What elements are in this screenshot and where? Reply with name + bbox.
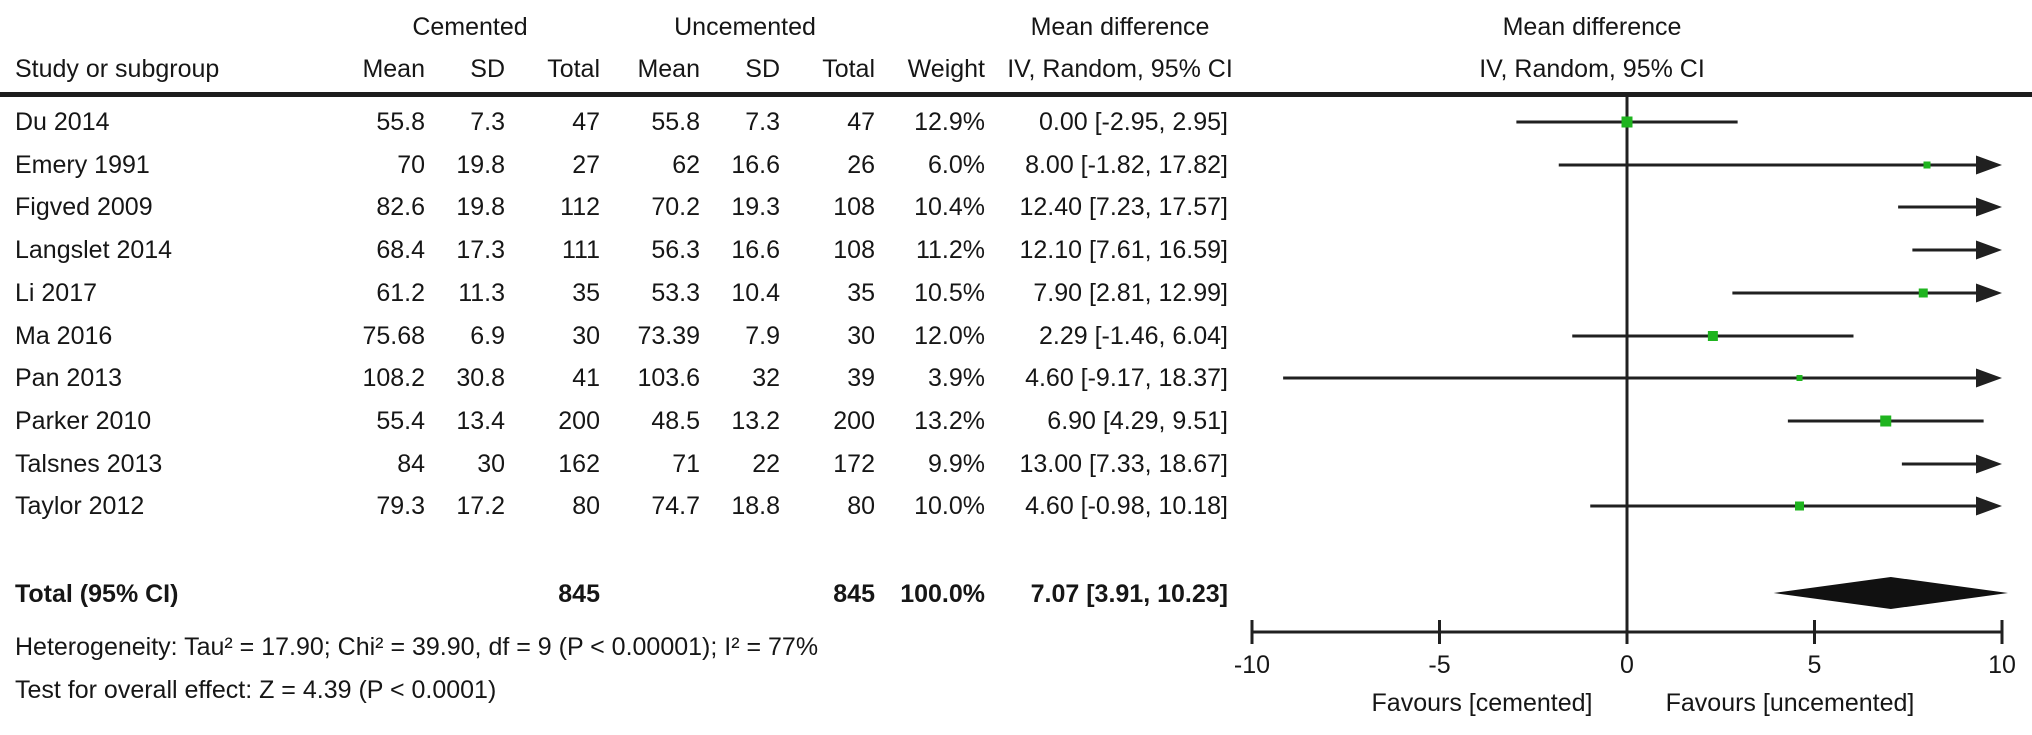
favours-left-label: Favours [cemented] <box>1371 689 1593 717</box>
favours-right-label: Favours [uncemented] <box>1665 689 1915 717</box>
point-estimate-marker <box>1622 117 1633 128</box>
study-label: Parker 2010 <box>15 407 152 435</box>
arrow-right-icon <box>1976 455 2002 474</box>
sd1-cell: 11.3 <box>458 279 505 307</box>
ci_label-cell: 2.29 [-1.46, 6.04] <box>1038 322 1228 350</box>
col-header-mean2: Mean <box>637 55 700 83</box>
study-label: Li 2017 <box>15 279 98 307</box>
ci-line <box>1590 505 1978 508</box>
total2-cell: 35 <box>847 279 875 307</box>
axis-tick <box>1251 620 1254 644</box>
study-label: Langslet 2014 <box>15 236 173 264</box>
total1-cell: 41 <box>572 364 600 392</box>
study-label: Taylor 2012 <box>15 492 145 520</box>
zero-line <box>1626 97 1629 632</box>
ci_label-cell: 6.90 [4.29, 9.51] <box>1047 407 1228 435</box>
axis-tick <box>1626 620 1629 644</box>
study-label: Talsnes 2013 <box>15 450 163 478</box>
col-header-method-right: IV, Random, 95% CI <box>1479 55 1705 83</box>
sd2-cell: 13.2 <box>731 407 780 435</box>
sd1-cell: 30 <box>477 450 505 478</box>
weight-cell: 11.2% <box>915 236 985 264</box>
group-header-uncemented: Uncemented <box>674 13 816 41</box>
axis-tick-label: 10 <box>1988 651 2016 679</box>
weight-cell: 6.0% <box>928 151 985 179</box>
ci-line <box>1559 164 1978 167</box>
mean2-cell: 70.2 <box>651 193 700 221</box>
study-label: Pan 2013 <box>15 364 123 392</box>
ci-line <box>1732 292 1978 295</box>
ci_label-cell: 4.60 [-9.17, 18.37] <box>1025 364 1228 392</box>
ci_label-cell: 8.00 [-1.82, 17.82] <box>1025 151 1228 179</box>
arrow-right-icon <box>1976 284 2002 303</box>
mean1-cell: 108.2 <box>362 364 425 392</box>
study-label: Figved 2009 <box>15 193 153 221</box>
total2-cell: 172 <box>833 450 875 478</box>
ci-line <box>1283 377 1978 380</box>
weight-cell: 12.9% <box>914 108 985 136</box>
ci_label-cell: 4.60 [-0.98, 10.18] <box>1025 492 1228 520</box>
study-label: Du 2014 <box>15 108 110 136</box>
sd1-cell: 17.3 <box>456 236 505 264</box>
sd1-cell: 13.4 <box>456 407 505 435</box>
sd2-cell: 18.8 <box>731 492 780 520</box>
sd1-cell: 19.8 <box>456 193 505 221</box>
point-estimate-marker <box>1924 162 1931 169</box>
col-header-weight: Weight <box>907 55 985 83</box>
mean-difference-title-right: Mean difference <box>1502 13 1682 41</box>
arrow-right-icon <box>1976 497 2002 516</box>
mean1-cell: 84 <box>397 450 425 478</box>
sd1-cell: 7.3 <box>470 108 505 136</box>
arrow-right-icon <box>1976 156 2002 175</box>
mean1-cell: 55.8 <box>376 108 425 136</box>
total1-cell: 35 <box>572 279 600 307</box>
weight-cell: 12.0% <box>914 322 985 350</box>
axis-tick-label: -10 <box>1233 651 1271 679</box>
mean2-cell: 55.8 <box>651 108 700 136</box>
total2-cell: 108 <box>833 193 875 221</box>
total2-cell: 108 <box>833 236 875 264</box>
mean-difference-title-left: Mean difference <box>1030 13 1210 41</box>
weight-cell: 10.0% <box>914 492 985 520</box>
mean2-cell: 73.39 <box>637 322 700 350</box>
ci-line <box>1898 206 1978 209</box>
group-header-cemented: Cemented <box>412 13 528 41</box>
col-header-sd1: SD <box>470 55 505 83</box>
axis-tick <box>1813 620 1816 644</box>
sd1-cell: 17.2 <box>456 492 505 520</box>
sd2-cell: 19.3 <box>731 193 780 221</box>
sd2-cell: 16.6 <box>731 236 780 264</box>
total2-cell: 47 <box>847 108 875 136</box>
total2-cell: 30 <box>847 322 875 350</box>
weight-cell: 9.9% <box>928 450 985 478</box>
heterogeneity-stats: Heterogeneity: Tau² = 17.90; Chi² = 39.90, df = 9 (P < 0.00001); I² = 77% <box>15 633 819 661</box>
col-header-study: Study or subgroup <box>15 55 220 83</box>
axis-tick-label: 5 <box>1807 651 1822 679</box>
total1-cell: 200 <box>558 407 600 435</box>
sd2-cell: 10.4 <box>731 279 780 307</box>
ci_label-cell: 12.10 [7.61, 16.59] <box>1019 236 1228 264</box>
mean2-cell: 103.6 <box>637 364 700 392</box>
arrow-right-icon <box>1976 241 2002 260</box>
total2-cell: 200 <box>833 407 875 435</box>
total1-cell: 27 <box>572 151 600 179</box>
weight-cell: 3.9% <box>928 364 985 392</box>
mean1-cell: 79.3 <box>376 492 425 520</box>
sd2-cell: 16.6 <box>731 151 780 179</box>
sd2-cell: 22 <box>752 450 780 478</box>
weight-cell: 13.2% <box>914 407 985 435</box>
point-estimate-marker <box>1708 331 1718 341</box>
total-row-label: Total (95% CI) <box>15 580 179 608</box>
sd2-cell: 7.3 <box>745 108 780 136</box>
point-estimate-marker <box>1797 375 1803 381</box>
col-header-method-left: IV, Random, 95% CI <box>1007 55 1233 83</box>
point-estimate-marker <box>1919 289 1928 298</box>
mean2-cell: 56.3 <box>651 236 700 264</box>
ci_label-cell: 7.90 [2.81, 12.99] <box>1033 279 1228 307</box>
sd1-cell: 19.8 <box>456 151 505 179</box>
total1-cell: 162 <box>558 450 600 478</box>
total2-cell: 26 <box>847 151 875 179</box>
axis-tick <box>2001 620 2004 644</box>
col-header-sd2: SD <box>745 55 780 83</box>
sd1-cell: 30.8 <box>456 364 505 392</box>
arrow-right-icon <box>1976 369 2002 388</box>
mean2-cell: 74.7 <box>651 492 700 520</box>
total1-cell: 80 <box>572 492 600 520</box>
ci_label-cell: 0.00 [-2.95, 2.95] <box>1038 108 1228 136</box>
mean1-cell: 68.4 <box>376 236 425 264</box>
mean1-cell: 55.4 <box>376 407 425 435</box>
mean1-cell: 61.2 <box>376 279 425 307</box>
col-header-mean1: Mean <box>362 55 425 83</box>
study-label: Ma 2016 <box>15 322 113 350</box>
ci-line <box>1902 463 1978 466</box>
point-estimate-marker <box>1795 502 1804 511</box>
sd2-cell: 7.9 <box>745 322 780 350</box>
point-estimate-marker <box>1880 416 1891 427</box>
summary-diamond <box>1774 577 2008 609</box>
total1-cell: 47 <box>572 108 600 136</box>
overall-effect-test: Test for overall effect: Z = 4.39 (P < 0.0001) <box>15 676 497 704</box>
sd2-cell: 32 <box>752 364 780 392</box>
mean1-cell: 82.6 <box>376 193 425 221</box>
weight-cell: 10.5% <box>914 279 985 307</box>
axis-tick-label: 0 <box>1620 651 1634 679</box>
col-header-total1: Total <box>547 55 600 83</box>
axis-tick-label: -5 <box>1428 651 1451 679</box>
ci_label-cell: 12.40 [7.23, 17.57] <box>1019 193 1228 221</box>
weight-cell: 10.4% <box>914 193 985 221</box>
total1-cell: 30 <box>572 322 600 350</box>
mean2-cell: 48.5 <box>651 407 700 435</box>
total2-cell: 80 <box>847 492 875 520</box>
total1-cell: 111 <box>561 236 600 264</box>
mean1-cell: 75.68 <box>362 322 425 350</box>
study-label: Emery 1991 <box>15 151 150 179</box>
total-n-uncemented: 845 <box>833 580 875 608</box>
total-n-cemented: 845 <box>558 580 600 608</box>
sd1-cell: 6.9 <box>470 322 505 350</box>
ci-line <box>1912 249 1978 252</box>
axis-tick <box>1438 620 1441 644</box>
arrow-right-icon <box>1976 198 2002 217</box>
col-header-total2: Total <box>822 55 875 83</box>
mean2-cell: 62 <box>672 151 700 179</box>
total2-cell: 39 <box>847 364 875 392</box>
mean1-cell: 70 <box>397 151 425 179</box>
mean2-cell: 53.3 <box>651 279 700 307</box>
mean2-cell: 71 <box>672 450 700 478</box>
total-ci-label: 7.07 [3.91, 10.23] <box>1030 580 1228 608</box>
ci_label-cell: 13.00 [7.33, 18.67] <box>1019 450 1228 478</box>
total-weight: 100.0% <box>900 580 985 608</box>
total1-cell: 112 <box>560 193 600 221</box>
